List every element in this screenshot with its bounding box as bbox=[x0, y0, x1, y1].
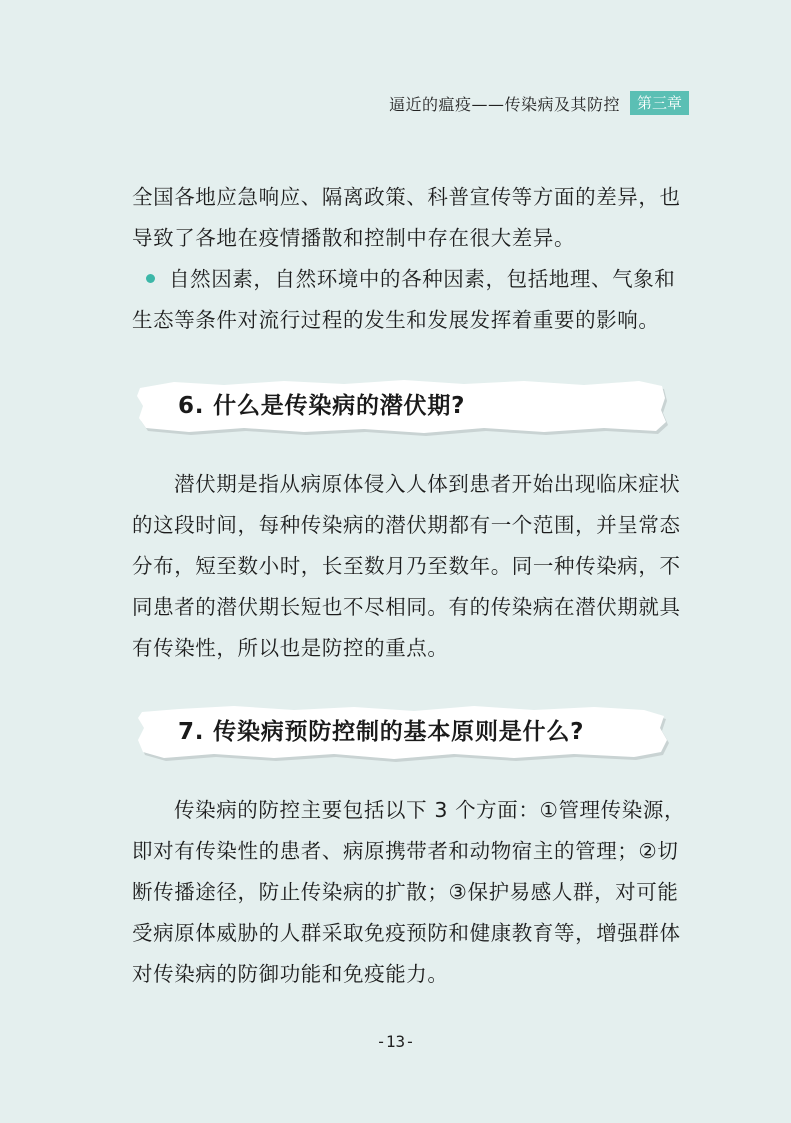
section-6-heading-banner bbox=[134, 376, 670, 436]
intro-paragraph: 全国各地应急响应、隔离政策、科普宣传等方面的差异，也导致了各地在疫情播散和控制中存在很大差异。 bbox=[132, 185, 681, 250]
bullet-item bbox=[132, 259, 688, 341]
bullet-dot-icon bbox=[146, 274, 155, 283]
chapter-badge: 第三章 bbox=[630, 91, 689, 115]
running-header bbox=[389, 91, 689, 115]
book-title: 逼近的瘟疫——传染病及其防控 bbox=[388, 94, 620, 114]
section-7-body: 传染病的防控主要包括以下 3 个方面：①管理传染源，即对有传染性的患者、病原携带者和动物宿主的管理；②切断传播途径，防止传染病的扩散；③保护易感人群，对可能受病原体威胁的人群采取免疫预防和健康教育等，增强群体对传染病的防御功能和免疫能力。 bbox=[132, 798, 686, 986]
page-number: -13- bbox=[376, 1032, 415, 1051]
section-6-heading: 6. 什么是传染病的潜伏期? bbox=[178, 393, 466, 419]
bullet-text: 自然因素，自然环境中的各种因素，包括地理、气象和生态等条件对流行过程的发生和发展发挥着重要的影响。 bbox=[132, 267, 676, 332]
section-6-body: 潜伏期是指从病原体侵入人体到患者开始出现临床症状的这段时间，每种传染病的潜伏期都有一个范围，并呈常态分布，短至数小时，长至数月乃至数年。同一种传染病，不同患者的潜伏期长短也不尽相同。有的传染病在潜伏期就具有传染性，所以也是防控的重点。 bbox=[132, 472, 681, 660]
section-7-heading-banner bbox=[134, 702, 670, 762]
section-7-heading: 7. 传染病预防控制的基本原则是什么? bbox=[178, 719, 585, 745]
